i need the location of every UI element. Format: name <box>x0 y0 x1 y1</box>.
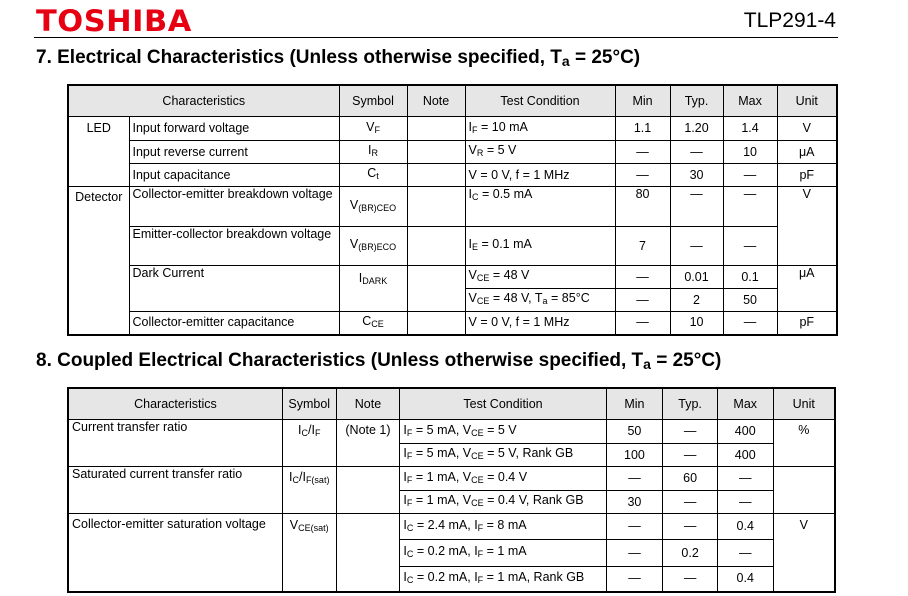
table-row <box>68 141 837 164</box>
coupled-characteristics-table <box>67 387 836 593</box>
unit-cell <box>773 467 835 514</box>
char-cell: Emitter-collector breakdown voltage <box>129 227 339 266</box>
max-cell: 50 <box>723 289 777 312</box>
char-cell: Collector-emitter capacitance <box>129 312 339 335</box>
condition-cell: $I_F = 5$ mA, $V_{CE} = 5$ V <box>400 420 606 444</box>
condition-cell: $I_C = 0.2$ mA, $I_F = 1$ mA <box>400 540 606 567</box>
typ-cell: — <box>663 444 718 467</box>
typ-cell: 0.01 <box>670 266 723 289</box>
note-cell <box>407 164 465 187</box>
condition-cell: $I_F = 1$ mA, $V_{CE} = 0.4$ V <box>400 467 606 491</box>
col-max: Max <box>723 85 777 117</box>
char-cell: Dark Current <box>129 266 339 312</box>
max-cell: — <box>723 187 777 227</box>
max-cell: 1.4 <box>723 117 777 141</box>
col-typ: Typ. <box>663 388 718 420</box>
unit-cell: μA <box>777 141 837 164</box>
symbol-cell: $V_F$ <box>339 117 407 141</box>
condition-cell: $V_R = 5$ V <box>465 141 615 164</box>
section-8-title: 8. Coupled Electrical Characteristics (Unless otherwise specified, $T_a = 25^\circ C$) <box>36 350 722 372</box>
min-cell: — <box>615 164 670 187</box>
col-characteristics: Characteristics <box>68 85 339 117</box>
max-cell: 0.4 <box>717 514 773 540</box>
char-cell: Saturated current transfer ratio <box>68 467 282 514</box>
unit-cell: V <box>777 117 837 141</box>
max-cell: 0.4 <box>717 567 773 592</box>
condition-cell: $I_C = 0.5$ mA <box>465 187 615 227</box>
typ-cell: — <box>670 187 723 227</box>
col-min: Min <box>606 388 663 420</box>
char-cell: Input capacitance <box>129 164 339 187</box>
char-cell: Collector-emitter saturation voltage <box>68 514 282 592</box>
typ-cell: 10 <box>670 312 723 335</box>
max-cell: 0.1 <box>723 266 777 289</box>
max-cell: — <box>717 467 773 491</box>
col-unit: Unit <box>777 85 837 117</box>
typ-cell: — <box>663 567 718 592</box>
col-typ: Typ. <box>670 85 723 117</box>
max-cell: — <box>723 312 777 335</box>
condition-cell: $I_C = 0.2$ mA, $I_F = 1$ mA, Rank GB <box>400 567 606 592</box>
table-row <box>68 187 837 227</box>
symbol-cell: $V_{(BR)ECO}$ <box>339 227 407 266</box>
unit-cell: V <box>773 514 835 592</box>
max-cell: 10 <box>723 141 777 164</box>
typ-cell: 0.2 <box>663 540 718 567</box>
typ-cell: — <box>663 491 718 514</box>
note-cell <box>407 227 465 266</box>
min-cell: 7 <box>615 227 670 266</box>
unit-cell: pF <box>777 312 837 335</box>
max-cell: — <box>717 540 773 567</box>
note-cell <box>336 467 400 514</box>
group-detector: Detector <box>68 187 129 335</box>
char-cell: Collector-emitter breakdown voltage <box>129 187 339 227</box>
condition-cell: $I_E = 0.1$ mA <box>465 227 615 266</box>
min-cell: — <box>606 567 663 592</box>
section-7-title: 7. Electrical Characteristics (Unless otherwise specified, $T_a = 25^\circ C$) <box>36 47 641 69</box>
col-note: Note <box>407 85 465 117</box>
max-cell: — <box>717 491 773 514</box>
typ-cell: — <box>663 420 718 444</box>
char-cell: Input forward voltage <box>129 117 339 141</box>
header-divider <box>34 37 838 38</box>
min-cell: 1.1 <box>615 117 670 141</box>
symbol-cell: $I_R$ <box>339 141 407 164</box>
note-cell <box>407 141 465 164</box>
min-cell: — <box>615 289 670 312</box>
min-cell: 80 <box>615 187 670 227</box>
col-note: Note <box>336 388 400 420</box>
condition-cell: $V_{CE} = 48$ V <box>465 266 615 289</box>
note-cell: (Note 1) <box>336 420 400 467</box>
min-cell: — <box>606 467 663 491</box>
col-characteristics: Characteristics <box>68 388 282 420</box>
max-cell: — <box>723 164 777 187</box>
min-cell: — <box>615 266 670 289</box>
min-cell: — <box>606 540 663 567</box>
condition-cell: V = 0 V, f = 1 MHz <box>465 164 615 187</box>
char-cell: Current transfer ratio <box>68 420 282 467</box>
condition-cell: $I_C = 2.4$ mA, $I_F = 8$ mA <box>400 514 606 540</box>
symbol-cell: $V_{CE(sat)}$ <box>282 514 336 592</box>
table-header-row <box>68 388 835 420</box>
unit-cell: % <box>773 420 835 467</box>
condition-cell: $V_{CE} = 48$ V, $T_a = 85^\circ C$ <box>465 289 615 312</box>
max-cell: — <box>723 227 777 266</box>
unit-cell: V <box>777 187 837 266</box>
typ-cell: 2 <box>670 289 723 312</box>
unit-cell: μA <box>777 266 837 312</box>
col-symbol: Symbol <box>339 85 407 117</box>
min-cell: 50 <box>606 420 663 444</box>
typ-cell: — <box>670 141 723 164</box>
condition-cell: $I_F = 10$ mA <box>465 117 615 141</box>
table-row <box>68 164 837 187</box>
table-header-row <box>68 85 837 117</box>
group-led: LED <box>68 117 129 187</box>
typ-cell: — <box>670 227 723 266</box>
typ-cell: 30 <box>670 164 723 187</box>
min-cell: — <box>615 312 670 335</box>
min-cell: — <box>615 141 670 164</box>
condition-cell: $I_F = 1$ mA, $V_{CE} = 0.4$ V, Rank GB <box>400 491 606 514</box>
min-cell: 100 <box>606 444 663 467</box>
electrical-characteristics-table <box>67 84 838 336</box>
condition-cell: $I_F = 5$ mA, $V_{CE} = 5$ V, Rank GB <box>400 444 606 467</box>
note-cell <box>336 514 400 592</box>
condition-cell: V = 0 V, f = 1 MHz <box>465 312 615 335</box>
max-cell: 400 <box>717 444 773 467</box>
table-row <box>68 266 837 289</box>
table-row <box>68 420 835 444</box>
note-cell <box>407 187 465 227</box>
max-cell: 400 <box>717 420 773 444</box>
symbol-cell: $I_{DARK}$ <box>339 266 407 312</box>
table-row <box>68 117 837 141</box>
col-unit: Unit <box>773 388 835 420</box>
typ-cell: 1.20 <box>670 117 723 141</box>
col-test-condition: Test Condition <box>465 85 615 117</box>
typ-cell: — <box>663 514 718 540</box>
symbol-cell: $C_t$ <box>339 164 407 187</box>
table-row <box>68 312 837 335</box>
symbol-cell: $V_{(BR)CEO}$ <box>339 187 407 227</box>
note-cell <box>407 266 465 312</box>
unit-cell: pF <box>777 164 837 187</box>
toshiba-logo: TOSHIBA <box>36 4 192 38</box>
table-row <box>68 227 837 266</box>
symbol-cell: $I_C/I_F$ <box>282 420 336 467</box>
symbol-cell: $C_{CE}$ <box>339 312 407 335</box>
min-cell: — <box>606 514 663 540</box>
min-cell: 30 <box>606 491 663 514</box>
note-cell <box>407 312 465 335</box>
note-cell <box>407 117 465 141</box>
col-max: Max <box>717 388 773 420</box>
typ-cell: 60 <box>663 467 718 491</box>
col-min: Min <box>615 85 670 117</box>
part-number: TLP291-4 <box>743 9 836 32</box>
table-row <box>68 514 835 540</box>
col-test-condition: Test Condition <box>400 388 606 420</box>
symbol-cell: $I_C/I_{F(sat)}$ <box>282 467 336 514</box>
table-row <box>68 467 835 491</box>
char-cell: Input reverse current <box>129 141 339 164</box>
col-symbol: Symbol <box>282 388 336 420</box>
